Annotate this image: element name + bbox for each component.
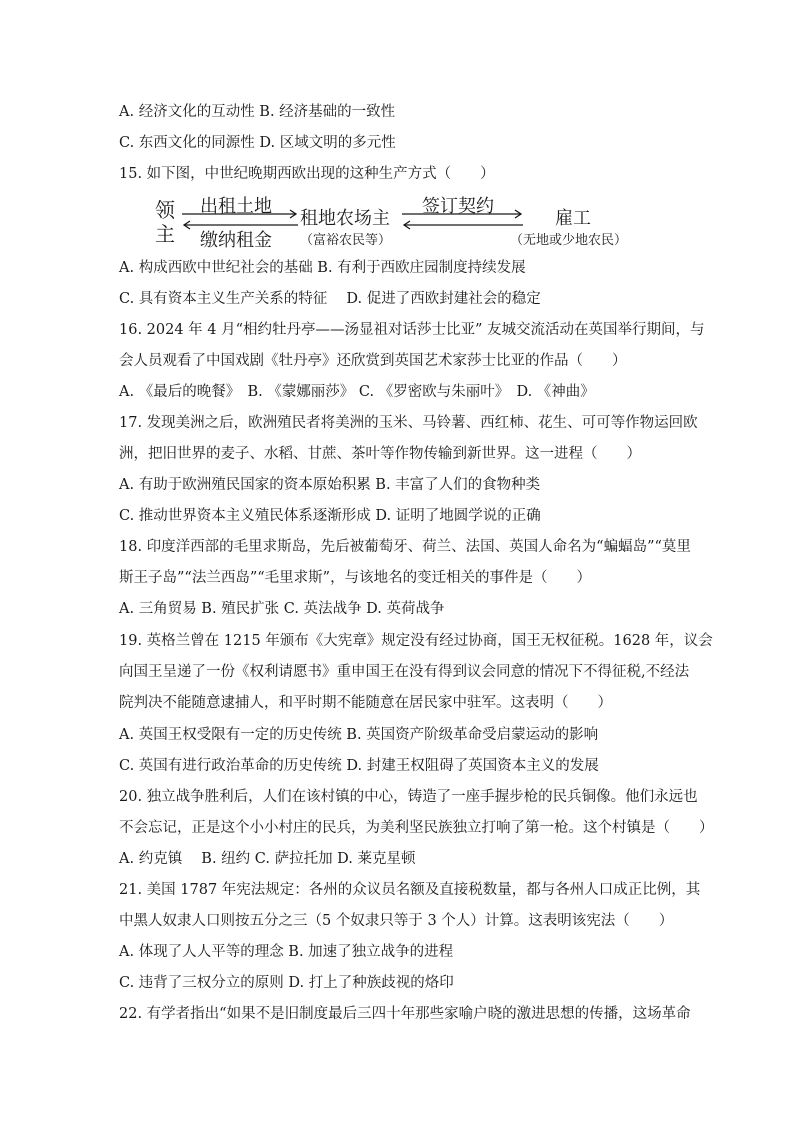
laborer-note: （无地或少地农民） [510, 233, 628, 248]
q19-options-cd: C. 英国有进行政治革命的历史传统 D. 封建王权阻碍了英国资本主义的发展 [119, 758, 599, 774]
q16-options: A. 《最后的晚餐》 B. 《蒙娜丽莎》 C. 《罗密欧与朱丽叶》 D. 《神曲》 [119, 384, 595, 400]
q15-options-cd: C. 具有资本主义生产关系的特征 D. 促进了西欧封建社会的稳定 [119, 291, 541, 307]
q17-stem-line2: 洲，把旧世界的麦子、水稻、甘蔗、茶叶等作物传输到新世界。这一进程（ ） [119, 446, 641, 462]
q21-options-cd: C. 违背了三权分立的原则 D. 打上了种族歧视的烙印 [119, 975, 454, 991]
q17-options-ab: A. 有助于欧洲殖民国家的资本原始积累 B. 丰富了人们的食物种类 [119, 477, 541, 493]
q21-options-ab: A. 体现了人人平等的理念 B. 加速了独立战争的进程 [119, 944, 454, 960]
pay-rent-label: 缴纳租金 [200, 230, 272, 251]
q15-stem: 15. 如下图，中世纪晚期西欧出现的这种生产方式（ ） [119, 166, 495, 182]
q22-stem-line1: 22. 有学者指出“如果不是旧制度最后三四十年那些家喻户晓的激进思想的传播，这场革命 [119, 1006, 691, 1022]
production-mode-diagram [150, 188, 650, 250]
q21-stem-line2: 中黑人奴隶人口则按五分之三（5 个奴隶只等于 3 个人）计算。这表明该宪法（ ） [119, 913, 674, 929]
q19-stem-line3: 院判决不能随意逮捕人，和平时期不能随意在居民家中驻军。这表明（ ） [119, 695, 612, 711]
tenant-laborer-arrows [400, 208, 525, 232]
rent-land-label: 出租土地 [200, 196, 272, 217]
contract-label: 签订契约 [422, 196, 494, 217]
q18-stem-line1: 18. 印度洋西部的毛里求斯岛，先后被葡萄牙、荷兰、法国、英国人命名为“蝙蝠岛”“莫里 [119, 539, 691, 555]
q16-stem-line2: 会人员观看了中国戏剧《牡丹亭》还欣赏到英国艺术家莎士比亚的作品（ ） [119, 353, 627, 369]
tenant-farmer-note: （富裕农民等） [300, 233, 392, 248]
q14-options-cd: C. 东西文化的同源性 D. 区域文明的多元性 [119, 135, 396, 151]
q18-stem-line2: 斯王子岛”“法兰西岛”“毛里求斯”，与该地名的变迁相关的事件是（ ） [119, 570, 592, 586]
laborer-label: 雇工 [555, 208, 591, 229]
lord-label-top: 领 [155, 198, 175, 222]
q20-stem-line2: 不会忘记，正是这个小小村庄的民兵，为美利坚民族独立打响了第一枪。这个村镇是（ ） [119, 820, 714, 836]
q20-options: A. 约克镇 B. 纽约 C. 萨拉托加 D. 莱克星顿 [119, 851, 416, 867]
q19-options-ab: A. 英国王权受限有一定的历史传统 B. 英国资产阶级革命受启蒙运动的影响 [119, 727, 599, 743]
q17-stem-line1: 17. 发现美洲之后，欧洲殖民者将美洲的玉米、马铃薯、西红柿、花生、可可等作物运回欧 [119, 415, 698, 431]
q17-options-cd: C. 推动世界资本主义殖民体系逐渐形成 D. 证明了地圆学说的正确 [119, 508, 541, 524]
landlord-tenant-arrows [180, 208, 300, 232]
q14-options-ab: A. 经济文化的互动性 B. 经济基础的一致性 [119, 104, 396, 120]
q21-stem-line1: 21. 美国 1787 年宪法规定：各州的众议员名额及直接税数量，都与各州人口成正比例，其 [119, 882, 701, 898]
q19-stem-line1: 19. 英格兰曾在 1215 年颁布《大宪章》规定没有经过协商，国王无权征税。1628 年，议会 [119, 633, 713, 649]
q20-stem-line1: 20. 独立战争胜利后，人们在该村镇的中心，铸造了一座手握步枪的民兵铜像。他们永远也 [119, 789, 698, 805]
q19-stem-line2: 向国王呈递了一份《权利请愿书》重申国王在没有得到议会同意的情况下不得征税,不经法 [119, 664, 690, 680]
q15-options-ab: A. 构成西欧中世纪社会的基础 B. 有利于西欧庄园制度持续发展 [119, 260, 526, 276]
lord-label-bottom: 主 [155, 222, 175, 246]
q16-stem-line1: 16. 2024 年 4 月“相约牡丹亭——汤显祖对话莎士比亚” 友城交流活动在英国举行期间，与 [119, 322, 705, 338]
q18-options: A. 三角贸易 B. 殖民扩张 C. 英法战争 D. 英荷战争 [119, 601, 445, 617]
tenant-farmer-label: 租地农场主 [300, 208, 390, 229]
